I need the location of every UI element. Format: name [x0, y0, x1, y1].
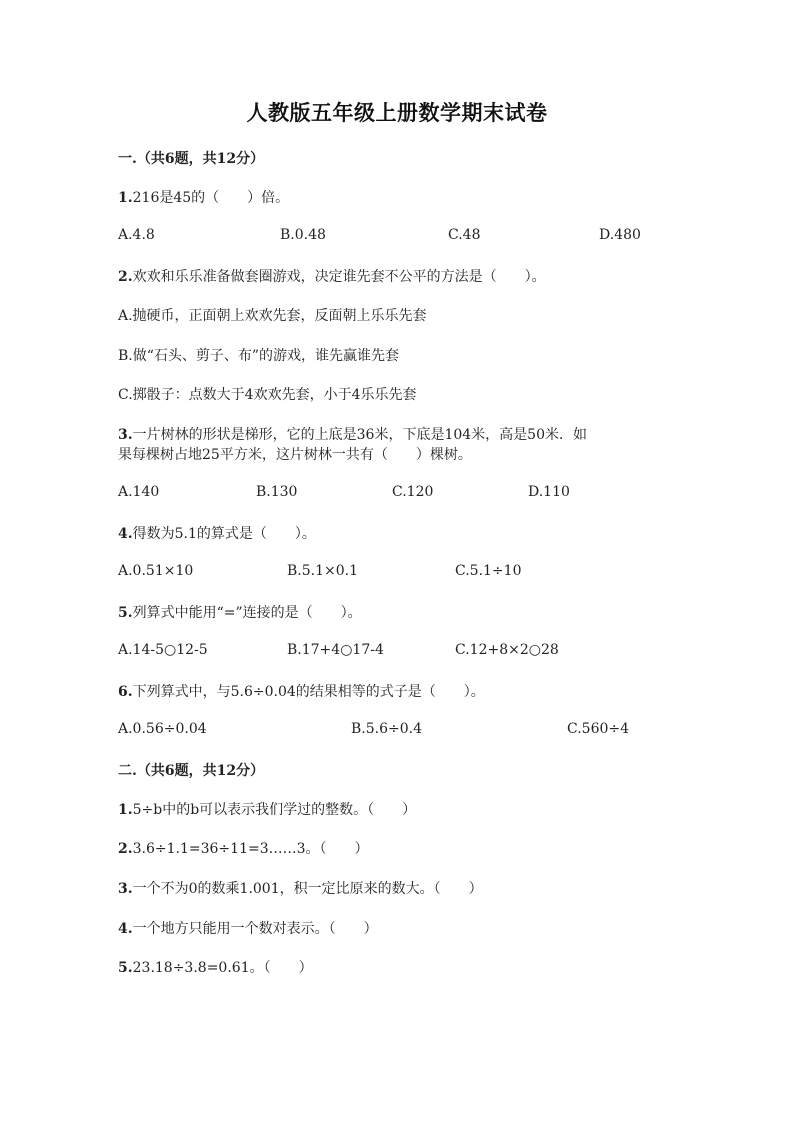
question-number: 6. — [118, 684, 133, 700]
question-number: 2. — [118, 269, 133, 285]
question-text: 得数为5.1的算式是（ ）。 — [132, 526, 316, 542]
question-text: 23.18÷3.8=0.61。（ ） — [132, 960, 313, 976]
question-1-3 — [118, 424, 587, 444]
section-heading-2: 二.（共6题，共12分） — [118, 763, 265, 779]
question-number: 2. — [118, 841, 133, 857]
question-number: 5. — [118, 605, 133, 621]
option-b: B.5.1×0.1 — [287, 563, 358, 579]
option-c: C.12+8×2○28 — [455, 642, 559, 658]
option-a: A.0.51×10 — [118, 563, 194, 579]
question-1-2 — [118, 266, 546, 286]
question-text: 下列算式中，与5.6÷0.04的结果相等的式子是（ ）。 — [132, 684, 485, 700]
question-1-6 — [118, 681, 485, 701]
option-b: B.130 — [256, 484, 298, 500]
question-2-2 — [118, 838, 369, 858]
question-1-5 — [118, 602, 362, 622]
option-c: C.5.1÷10 — [455, 563, 522, 579]
option-a: A.14-5○12-5 — [118, 642, 208, 658]
option-b: B.0.48 — [280, 227, 326, 243]
question-text: 216是45的（ ）倍。 — [132, 190, 290, 206]
option-a: A.0.56÷0.04 — [118, 721, 207, 737]
question-text: 欢欢和乐乐准备做套圈游戏，决定谁先套不公平的方法是（ ）。 — [132, 269, 546, 285]
question-number: 3. — [118, 427, 133, 443]
option-b: B.5.6÷0.4 — [351, 721, 422, 737]
option-a: A.4.8 — [118, 227, 155, 243]
option-c: C.120 — [392, 484, 434, 500]
question-2-5 — [118, 957, 313, 977]
question-2-4 — [118, 918, 378, 938]
option-c: C.48 — [448, 227, 481, 243]
option-a: A.抛硬币，正面朝上欢欢先套，反面朝上乐乐先套 — [118, 308, 427, 324]
question-2-1 — [118, 799, 416, 819]
question-text-line2: 果每棵树占地25平方米，这片树林一共有（ ）棵树。 — [118, 447, 472, 463]
option-d: D.480 — [599, 227, 641, 243]
question-number: 5. — [118, 960, 133, 976]
question-1-1 — [118, 187, 289, 207]
option-c: C.560÷4 — [567, 721, 630, 737]
option-b: B.17+4○17-4 — [287, 642, 384, 658]
question-text: 5÷b中的b可以表示我们学过的整数。（ ） — [132, 802, 417, 818]
question-text: 一个地方只能用一个数对表示。（ ） — [132, 921, 378, 937]
question-number: 1. — [118, 190, 133, 206]
question-text: 3.6÷1.1=36÷11=3……3。（ ） — [132, 841, 369, 857]
question-text-line1: 一片树林的形状是梯形，它的上底是36米，下底是104米，高是50米．如 — [132, 427, 587, 443]
question-number: 4. — [118, 526, 133, 542]
option-d: D.110 — [528, 484, 570, 500]
question-number: 1. — [118, 802, 133, 818]
option-a: A.140 — [118, 484, 160, 500]
question-2-3 — [118, 878, 483, 898]
question-text: 一个不为0的数乘1.001，积一定比原来的数大。（ ） — [132, 881, 483, 897]
option-b: B.做“石头、剪子、布”的游戏，谁先赢谁先套 — [118, 348, 400, 364]
section-heading-1: 一.（共6题，共12分） — [118, 151, 265, 167]
question-number: 3. — [118, 881, 133, 897]
question-number: 4. — [118, 921, 133, 937]
question-text: 列算式中能用“=”连接的是（ ）。 — [132, 605, 362, 621]
question-1-4 — [118, 523, 316, 543]
option-c: C.掷骰子：点数大于4欢欢先套，小于4乐乐先套 — [118, 387, 417, 403]
page-title: 人教版五年级上册数学期末试卷 — [246, 100, 548, 125]
